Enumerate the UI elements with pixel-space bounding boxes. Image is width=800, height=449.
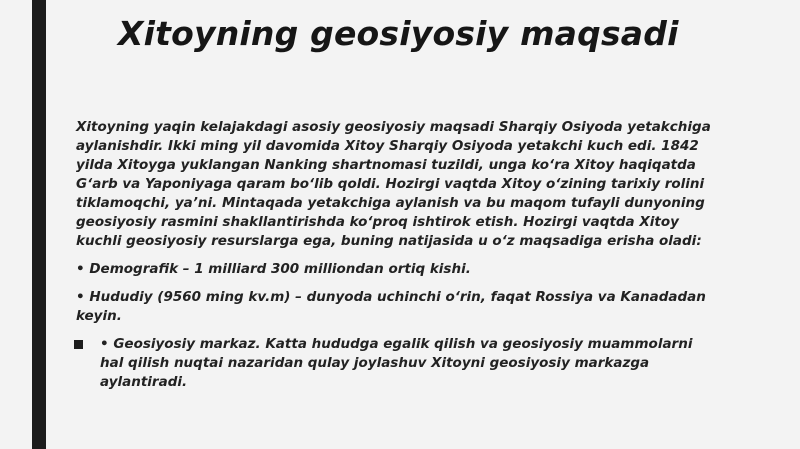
list-item [76, 335, 716, 392]
intro-paragraph: Xitoyning yaqin kelajakdagi asosiy geosiyosiy maqsadi Sharqiy Osiyoda yetakchiga aylanishdir. Ikki ming yil davomida Xitoy Sharqiy Osiyoda yetakchi kuch edi. 1842 yilda Xitoyga yuklangan Nanking shartnomasi tuzildi, unga ko‘ra Xitoy haqiqatda G‘arb va Yaponiyaga qaram bo‘lib qoldi. Hozirgi vaqtda Xitoy o‘zining tarixiy rolini tiklamoqchi, ya’ni. Mintaqada yetakchiga aylanish va bu maqom tufayli dunyoning geosiyosiy rasmini shakllantirishda ko‘proq ishtirok etish. Hozirgi vaqtda Xitoy kuchli geosiyosiy resurslarga ega, buning natijasida u o‘z maqsadiga erisha oladi: [76, 119, 711, 249]
slide-body [76, 118, 716, 392]
left-accent-bar [32, 0, 46, 449]
square-bullet-icon [74, 340, 83, 349]
slide-title: Xitoyning geosiyosiy maqsadi [118, 14, 679, 53]
demographic-paragraph: • Demografik – 1 milliard 300 milliondan ortiq kishi. [76, 261, 471, 277]
geopolitical-center-text: • Geosiyosiy markaz. Katta hududga egalik qilish va geosiyosiy muammolarni hal qilish nuqtai nazaridan qulay joylashuv Xitoyni geosiyosiy markazga aylantiradi. [100, 336, 693, 390]
territorial-paragraph: • Hududiy (9560 ming kv.m) – dunyoda uchinchi o‘rin, faqat Rossiya va Kanadadan keyin. [76, 289, 706, 324]
